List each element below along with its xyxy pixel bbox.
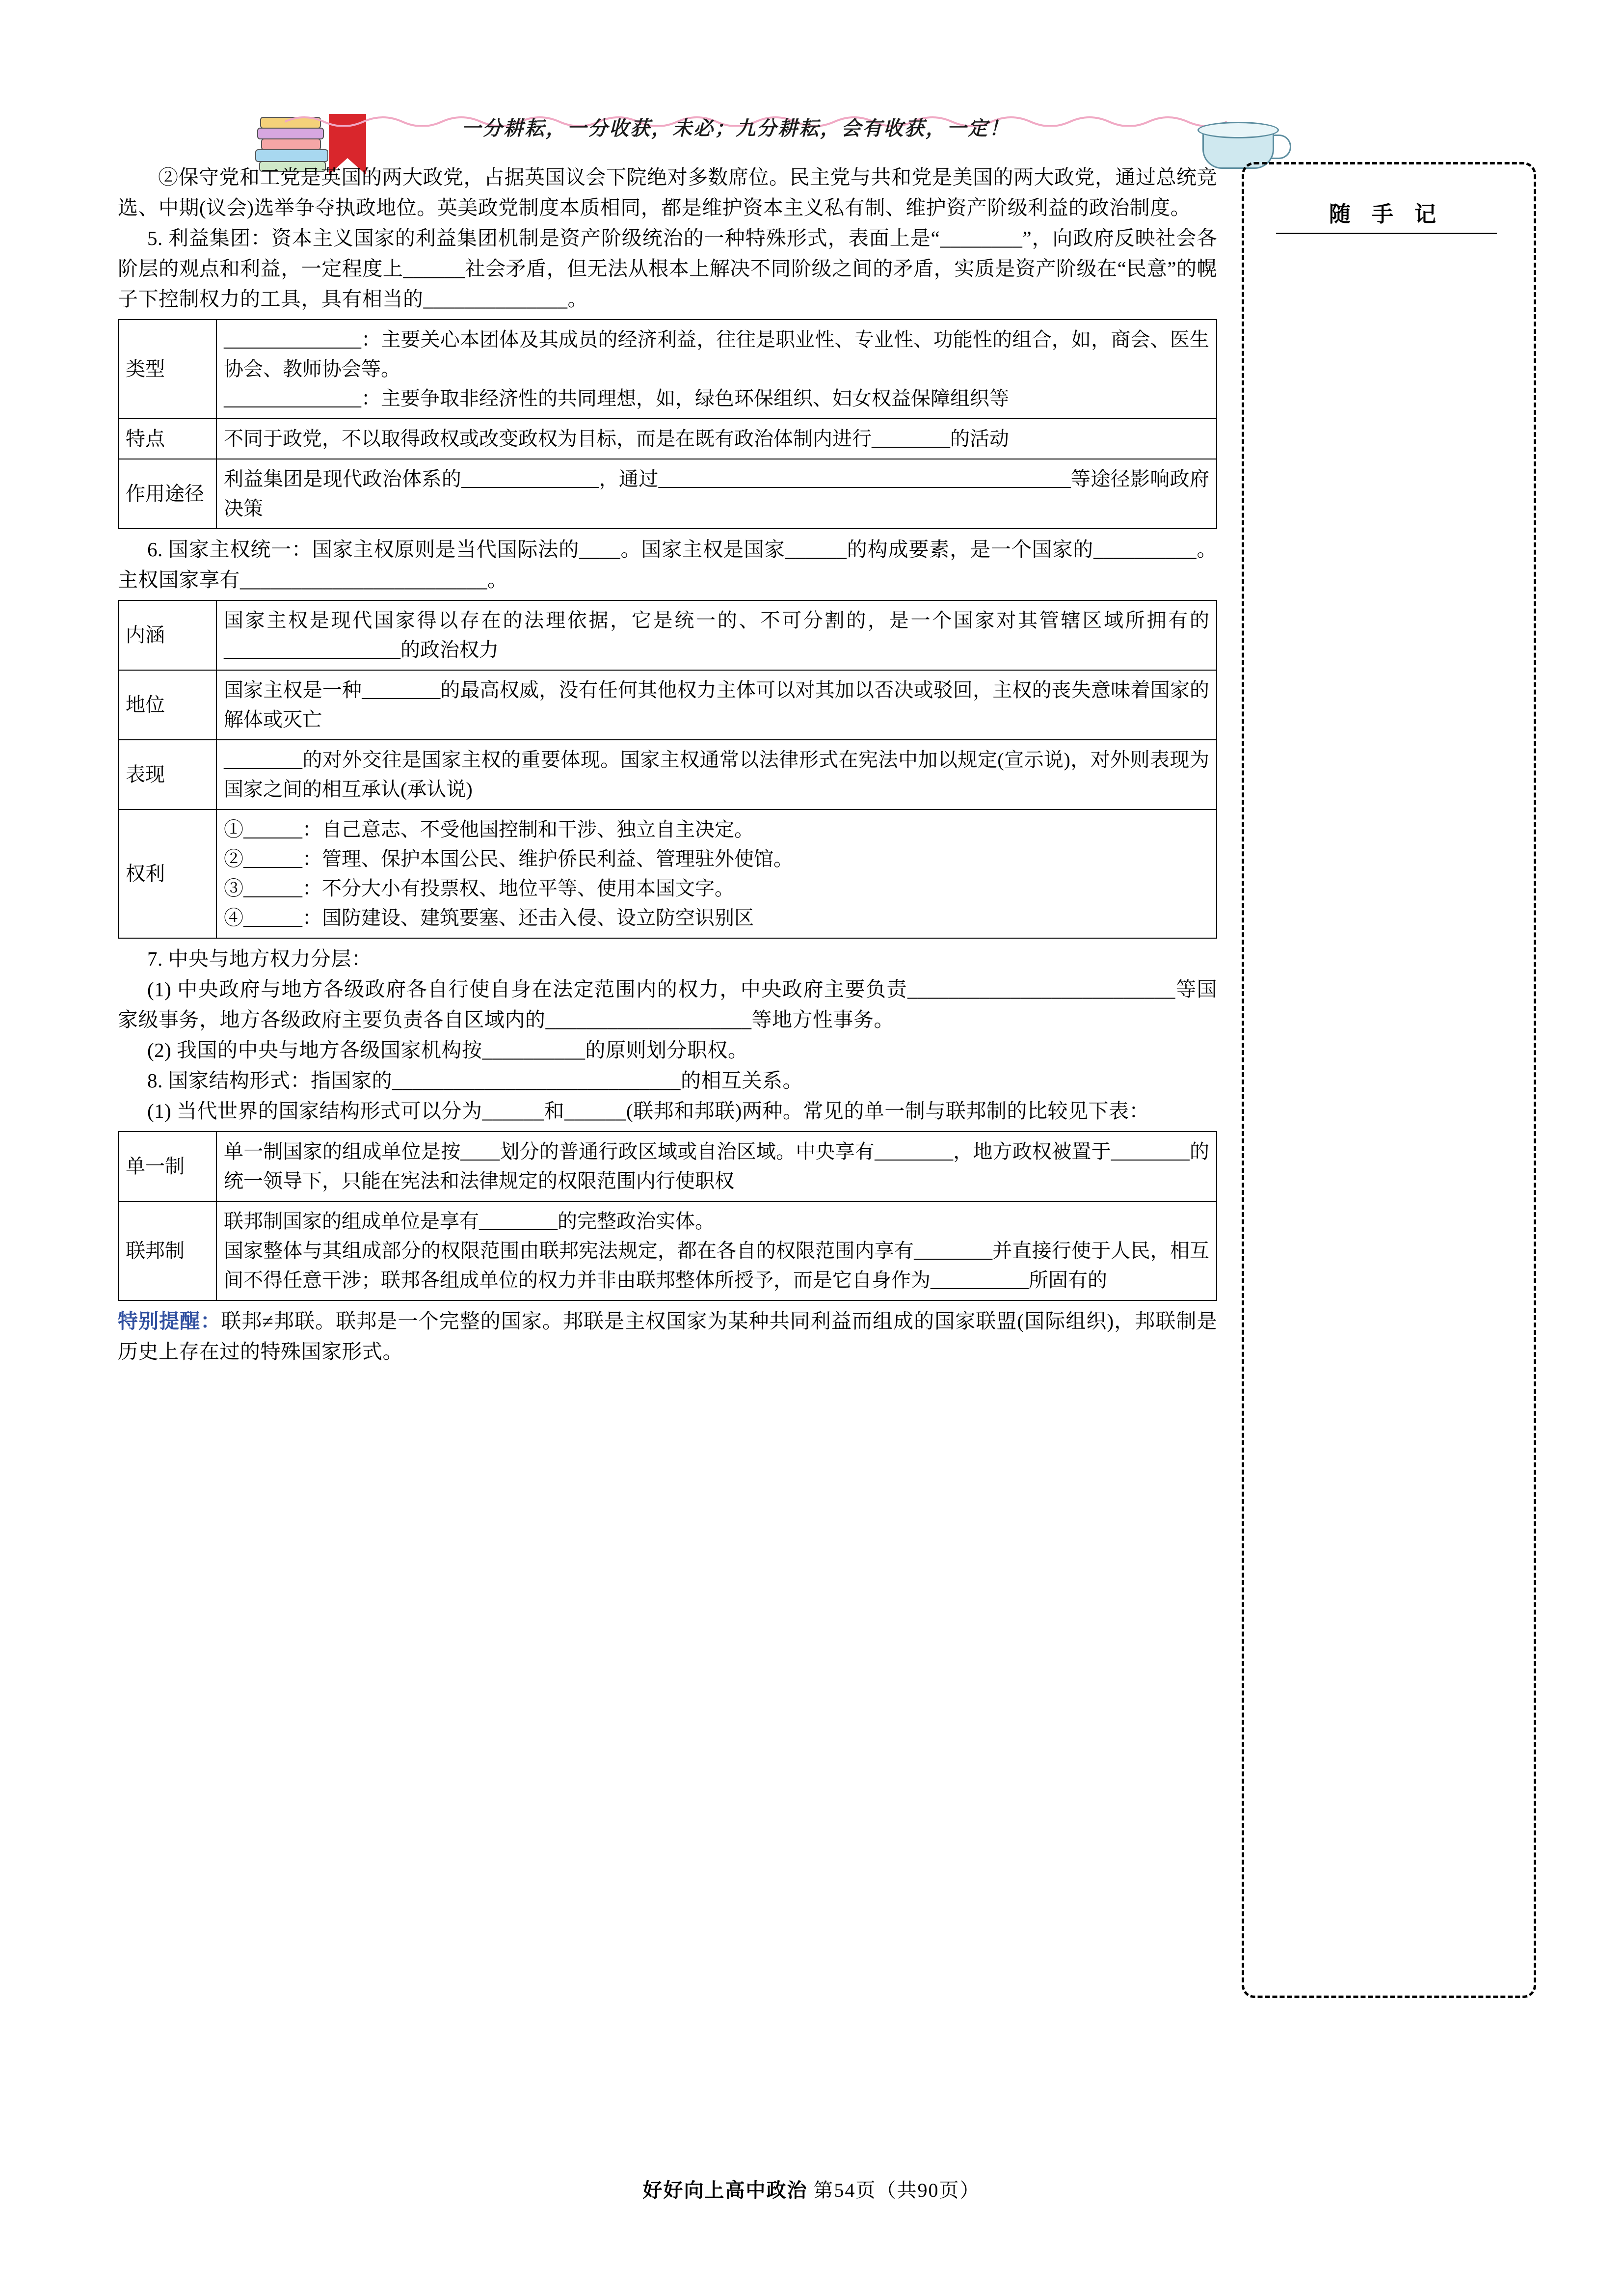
- row-line: 国家主权是现代国家得以存在的法理依据，它是统一的、不可分割的，是一个国家对其管辖区域所拥有的__________________的政治权力: [224, 609, 1209, 661]
- table-interest-group: [118, 319, 1217, 529]
- special-reminder-label: 特别提醒：: [118, 1310, 221, 1332]
- row-line: ②______：管理、保护本国公民、维护侨民利益、管理驻外使馆。: [224, 848, 793, 870]
- table-row: [118, 670, 1217, 740]
- row-line: 单一制国家的组成单位是按____划分的普通行政区域或自治区域。中央享有________，地方政权被置于________的统一领导下，只能在宪法和法律规定的权限范围内行使职权: [224, 1140, 1209, 1192]
- paragraph-7-1: (1) 中央政府与地方各级政府各自行使自身在法定范围内的权力，中央政府主要负责__________________________等国家级事务，地方各级政府主要负责各自区域内的____________________等地方性事务。: [118, 978, 1217, 1031]
- row-line: 国家主权是一种________的最高权威，没有任何其他权力主体可以对其加以否决或驳回，主权的丧失意味着国家的解体或灭亡: [224, 679, 1209, 730]
- paragraph-8: 8. 国家结构形式：指国家的____________________________的相互关系。: [147, 1069, 803, 1092]
- row-label: 特点: [118, 419, 216, 459]
- note-panel-title-rule: [1276, 233, 1497, 234]
- row-line: ①______：自己意志、不受他国控制和干涉、独立自主决定。: [224, 818, 754, 840]
- row-content: [216, 810, 1217, 938]
- table-row: [118, 600, 1217, 670]
- special-reminder: [118, 1306, 1217, 1367]
- row-label: 表现: [118, 740, 216, 810]
- row-content: [216, 459, 1217, 529]
- row-line: ______________：主要争取非经济性的共同理想，如，绿色环保组织、妇女权益保障组织等: [224, 387, 1009, 409]
- row-content: [216, 419, 1217, 459]
- row-line: ______________：主要关心本团体及其成员的经济利益，往往是职业性、专业性、功能性的组合，如，商会、医生协会、教师协会等。: [224, 328, 1209, 380]
- row-line: 国家整体与其组成部分的权限范围由联邦宪法规定，都在各自的权限范围内享有________并直接行使于人民，相互间不得任意干涉；联邦各组成单位的权力并非由联邦整体所授予，而是它自身作为__________所固有的: [224, 1240, 1209, 1291]
- row-line: 联邦制国家的组成单位是享有________的完整政治实体。: [224, 1210, 715, 1232]
- row-label: 单一制: [118, 1132, 216, 1201]
- paragraph-item-2: ②保守党和工党是英国的两大政党，占据英国议会下院绝对多数席位。民主党与共和党是美国的两大政党，通过总统竞选、中期(议会)选举争夺执政地位。英美政党制度本质相同，都是维护资本主义私有制、维护资产阶级利益的政治制度。: [118, 166, 1217, 219]
- row-line: ________的对外交往是国家主权的重要体现。国家主权通常以法律形式在宪法中加以规定(宣示说)，对外则表现为国家之间的相互承认(承认说): [224, 749, 1209, 800]
- paragraph-6-sovereignty: 6. 国家主权统一：国家主权原则是当代国际法的____。国家主权是国家______的构成要素，是一个国家的__________。主权国家享有________________________。: [118, 538, 1217, 591]
- table-state-structure: [118, 1131, 1217, 1301]
- row-content: [216, 740, 1217, 810]
- row-label: 类型: [118, 320, 216, 419]
- table-row: [118, 740, 1217, 810]
- row-line: ④______：国防建设、建筑要塞、还击入侵、设立防空识别区: [224, 907, 754, 929]
- row-content: [216, 600, 1217, 670]
- main-content-column: [118, 162, 1217, 1367]
- table-row: [118, 419, 1217, 459]
- table-row: [118, 810, 1217, 938]
- row-line: 不同于政党，不以取得政权或改变政权为目标，而是在既有政治体制内进行________的活动: [224, 428, 1009, 450]
- note-panel[interactable]: [1242, 162, 1536, 1998]
- row-label: 地位: [118, 670, 216, 740]
- row-label: 联邦制: [118, 1201, 216, 1300]
- note-panel-title: 随 手 记: [1329, 202, 1444, 226]
- table-row: [118, 1201, 1217, 1300]
- row-label: 权利: [118, 810, 216, 938]
- row-line: ③______：不分大小有投票权、地位平等、使用本国文字。: [224, 877, 734, 899]
- page-footer: [0, 2175, 1623, 2203]
- row-line: 利益集团是现代政治体系的______________，通过__________________________________________等途径影响政府决策: [224, 468, 1209, 519]
- footer-page-number: 第54页（共90页）: [813, 2179, 981, 2201]
- paragraph-7-title: 7. 中央与地方权力分层：: [147, 947, 372, 970]
- row-content: [216, 320, 1217, 419]
- row-content: [216, 1132, 1217, 1201]
- page-header-banner: [123, 54, 1497, 139]
- header-motto: 一分耕耘，一分收获，未必；九分耕耘，会有收获，一定！: [461, 117, 1010, 139]
- row-label: 内涵: [118, 600, 216, 670]
- table-sovereignty: [118, 600, 1217, 939]
- row-content: [216, 670, 1217, 740]
- special-reminder-text: 联邦≠邦联。联邦是一个完整的国家。邦联是主权国家为某种共同利益而组成的国家联盟(国际组织)，邦联制是历史上存在过的特殊国家形式。: [118, 1310, 1217, 1363]
- paragraph-8-1: (1) 当代世界的国家结构形式可以分为______和______(联邦和邦联)两种。常见的单一制与联邦制的比较见下表：: [147, 1100, 1149, 1122]
- table-row: [118, 320, 1217, 419]
- table-row: [118, 1132, 1217, 1201]
- footer-brand: 好好向上高中政治: [642, 2179, 808, 2201]
- table-row: [118, 459, 1217, 529]
- row-label: 作用途径: [118, 459, 216, 529]
- row-content: [216, 1201, 1217, 1300]
- paragraph-5-interest-groups: 5. 利益集团：资本主义国家的利益集团机制是资产阶级统治的一种特殊形式，表面上是“________”，向政府反映社会各阶层的观点和利益，一定程度上______社会矛盾，但无法从根本上解决不同阶级之间的矛盾，实质是资产阶级在“民意”的幌子下控制权力的工具，具有相当的______________。: [118, 227, 1217, 310]
- paragraph-7-2: (2) 我国的中央与地方各级国家机构按__________的原则划分职权。: [147, 1039, 748, 1061]
